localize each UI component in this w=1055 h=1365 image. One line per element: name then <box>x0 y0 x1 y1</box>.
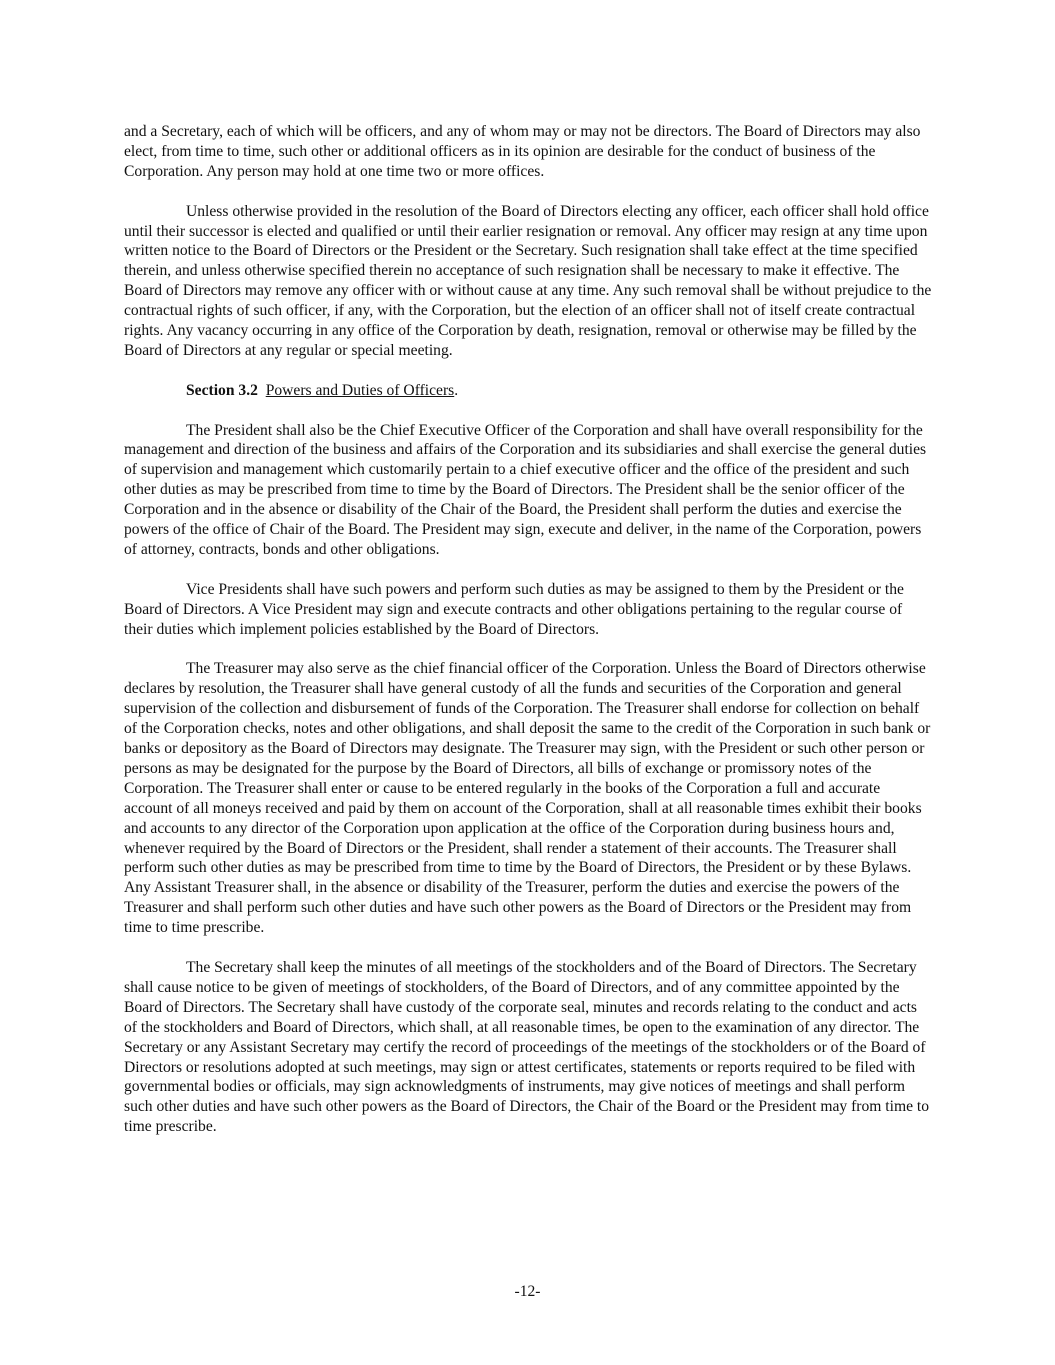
document-body <box>124 122 932 1157</box>
paragraph-officers-continued: and a Secretary, each of which will be officers, and any of whom may or may not be directors. The Board of Directors may also elect, from time to time, such other or additional officers as in its opinion are desirable for the conduct of business of the Corporation. Any person may hold at one time two or more offices. <box>124 123 921 180</box>
paragraph-secretary: The Secretary shall keep the minutes of all meetings of the stockholders and of the Board of Directors. The Secretary shall cause notice to be given of meetings of stockholders, of the Board of Directors, and of any committee appointed by the Board of Directors. The Secretary shall have custody of the corporate seal, minutes and records relating to the conduct and acts of the stockholders and Board of Directors, which shall, at all reasonable times, be open to the examination of any director. The Secretary or any Assistant Secretary may certify the record of proceedings of the meetings of the stockholders or of the Board of Directors or resolutions adopted at such meetings, may sign or attest certificates, statements or reports required to be filed with governmental bodies or officials, may sign acknowledgments of instruments, may give notices of meetings and shall perform such other duties and have such other powers as the Board of Directors, the Chair of the Board or the President may from time to time prescribe. <box>124 958 930 1136</box>
section-heading <box>124 381 932 401</box>
section-title: Powers and Duties of Officers <box>265 381 455 399</box>
paragraph-president: The President shall also be the Chief Executive Officer of the Corporation and shall have overall responsibility for the management and direction of the business and affairs of the Corporation and its subsidiaries and shall exercise the general duties of supervision and management which customarily pertain to a chief executive officer and the office of the president and such other duties as may be prescribed from time to time by the Board of Directors. The President shall be the senior officer of the Corporation and in the absence or disability of the Chair of the Board, the President shall perform the duties and exercise the powers of the office of Chair of the Board. The President may sign, execute and deliver, in the name of the Corporation, powers of attorney, contracts, bonds and other obligations. <box>124 421 927 558</box>
section-title-period: . <box>454 381 459 399</box>
paragraph-vice-presidents: Vice Presidents shall have such powers and perform such duties as may be assigned to them by the President or the Board of Directors. A Vice President may sign and execute contracts and other obligations pertaining to the regular course of their duties which implement policies established by the Board of Directors. <box>124 580 904 638</box>
paragraph-treasurer: The Treasurer may also serve as the chief financial officer of the Corporation. Unless the Board of Directors otherwise declares by resolution, the Treasurer shall have general custody of all the funds and securities of the Corporation and general supervision of the collection and disbursement of funds of the Corporation. The Treasurer shall endorse for collection on behalf of the Corporation checks, notes and other obligations, and shall deposit the same to the credit of the Corporation in such bank or banks or depository as the Board of Directors may designate. The Treasurer may sign, with the President or such other person or persons as may be designated for the purpose by the Board of Directors, all bills of exchange or promissory notes of the Corporation. The Treasurer shall enter or cause to be entered regularly in the books of the Corporation a full and accurate account of all moneys received and paid by them on account of the Corporation, shall at all reasonable times exhibit their books and accounts to any director of the Corporation upon application at the office of the Corporation during business hours and, whenever required by the Board of Directors or the President, shall render a statement of their accounts. The Treasurer shall perform such other duties as may be prescribed from time to time by the Board of Directors, the President or by these Bylaws. Any Assistant Treasurer shall, in the absence or disability of the Treasurer, perform the duties and exercise the powers of the Treasurer and shall perform such other duties and have such other powers as the Board of Directors or the President may from time to time prescribe. <box>124 660 931 937</box>
page-number: -12- <box>514 1283 541 1300</box>
paragraph-officer-term: Unless otherwise provided in the resolution of the Board of Directors electing any officer, each officer shall hold office until their successor is elected and qualified or until their earlier resignation or removal. Any officer may resign at any time upon written notice to the Board of Directors or the President or the Secretary. Such resignation shall take effect at the time specified therein, and unless otherwise specified therein no acceptance of such resignation shall be necessary to make it effective. The Board of Directors may remove any officer with or without cause at any time. Any such removal shall be without prejudice to the contractual rights of such officer, if any, with the Corporation, but the election of an officer shall not of itself create contractual rights. Any vacancy occurring in any office of the Corporation by death, resignation, removal or otherwise may be filled by the Board of Directors at any regular or special meeting. <box>124 202 932 359</box>
section-number: Section 3.2 <box>186 381 258 399</box>
